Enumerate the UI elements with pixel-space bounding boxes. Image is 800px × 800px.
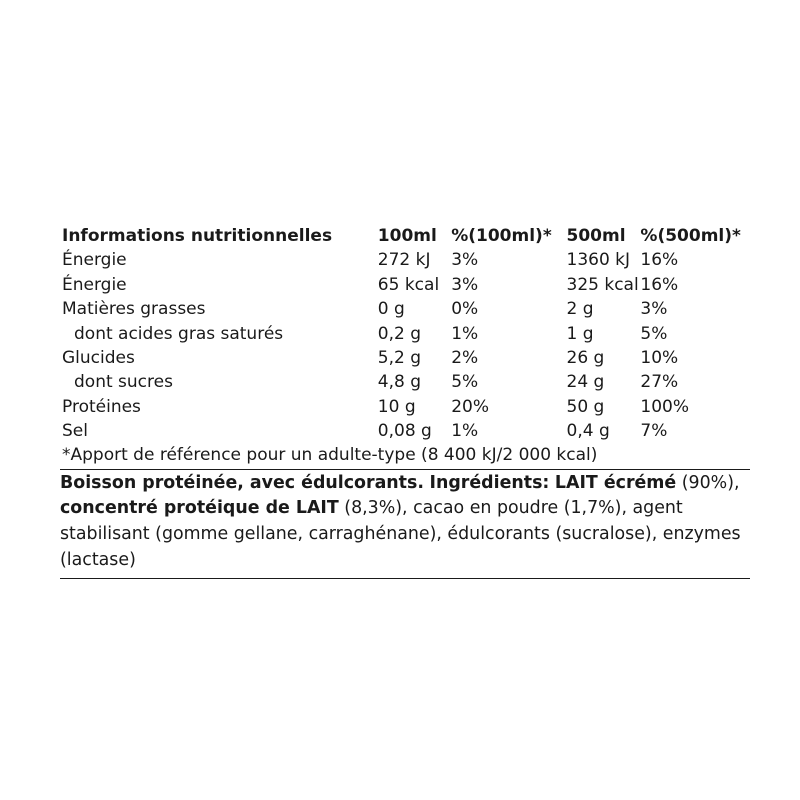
value-per-100ml: 0 g (377, 299, 405, 320)
nutrient-name: Glucides (62, 348, 135, 369)
percent-per-100ml: 3% (451, 250, 479, 271)
value-per-500ml: 325 kcal (566, 274, 639, 295)
percent-per-500ml: 7% (640, 421, 668, 442)
percent-per-100ml: 1% (451, 421, 479, 442)
value-per-500ml: 1360 kJ (566, 250, 631, 271)
percent-per-500ml: 3% (640, 299, 668, 320)
nutrient-name: dont sucres (74, 372, 173, 393)
nutrient-name: Protéines (62, 396, 141, 417)
nutrition-row (60, 370, 750, 394)
nutrition-row (60, 346, 750, 370)
ingredient-text: (90%), (676, 472, 740, 493)
value-per-500ml: 1 g (566, 323, 594, 344)
ingredient-emphasis: Boisson protéinée, avec édulcorants. (60, 472, 424, 493)
percent-per-100ml: 20% (451, 396, 490, 417)
nutrition-row (60, 419, 750, 443)
nutrition-table (60, 224, 750, 444)
nutrition-row (60, 248, 750, 272)
percent-per-100ml: 0% (451, 299, 479, 320)
nutrition-table-body (60, 248, 750, 443)
value-per-100ml: 0,2 g (377, 323, 422, 344)
nutrition-header-row (60, 224, 750, 248)
nutrition-row (60, 322, 750, 346)
nutrient-name: Énergie (62, 250, 127, 271)
percent-per-100ml: 1% (451, 323, 479, 344)
value-per-500ml: 2 g (566, 299, 594, 320)
value-per-500ml: 0,4 g (566, 421, 610, 442)
percent-per-500ml: 5% (640, 323, 668, 344)
value-per-100ml: 5,2 g (377, 348, 422, 369)
percent-per-500ml: 100% (640, 396, 690, 417)
value-per-100ml: 272 kJ (377, 250, 431, 271)
header-percent-500ml: %(500ml)* (640, 226, 741, 246)
value-per-500ml: 50 g (566, 396, 605, 417)
ingredient-text: (8,3%), cacao en poudre (1,7%), agent stabilisant (gomme gellane, carraghénane), édulcorants (sucralose), enzymes (lactase) (60, 498, 741, 571)
value-per-100ml: 4,8 g (377, 372, 422, 393)
percent-per-500ml: 16% (640, 250, 679, 271)
value-per-500ml: 24 g (566, 372, 605, 393)
nutrition-row (60, 273, 750, 297)
nutrition-label (60, 224, 750, 579)
nutrient-name: dont acides gras saturés (74, 323, 284, 344)
header-per-500ml: 500ml (566, 226, 626, 246)
nutrient-name: Énergie (62, 274, 127, 295)
header-per-100ml: 100ml (377, 226, 437, 246)
nutrition-row (60, 395, 750, 419)
nutrient-name: Matières grasses (62, 299, 206, 320)
percent-per-500ml: 16% (640, 274, 679, 295)
percent-per-100ml: 3% (451, 274, 479, 295)
nutrition-row (60, 297, 750, 321)
value-per-100ml: 65 kcal (377, 274, 440, 295)
value-per-500ml: 26 g (566, 348, 605, 369)
value-per-100ml: 10 g (377, 396, 416, 417)
ingredient-emphasis: LAIT écrémé (554, 472, 677, 493)
percent-per-500ml: 27% (640, 372, 679, 393)
ingredient-emphasis: concentré protéique de LAIT (60, 498, 339, 519)
value-per-100ml: 0,08 g (377, 421, 432, 442)
header-percent-100ml: %(100ml)* (451, 226, 552, 246)
ingredient-emphasis: Ingrédients: (429, 472, 550, 493)
percent-per-100ml: 5% (451, 372, 479, 393)
ingredients-paragraph (60, 470, 750, 579)
nutrient-name: Sel (62, 421, 88, 442)
reference-intake-footnote: *Apport de référence pour un adulte-type (8 400 kJ/2 000 kcal) (60, 443, 750, 470)
percent-per-500ml: 10% (640, 348, 679, 369)
percent-per-100ml: 2% (451, 348, 479, 369)
header-nutrition-info: Informations nutritionnelles (62, 226, 333, 246)
